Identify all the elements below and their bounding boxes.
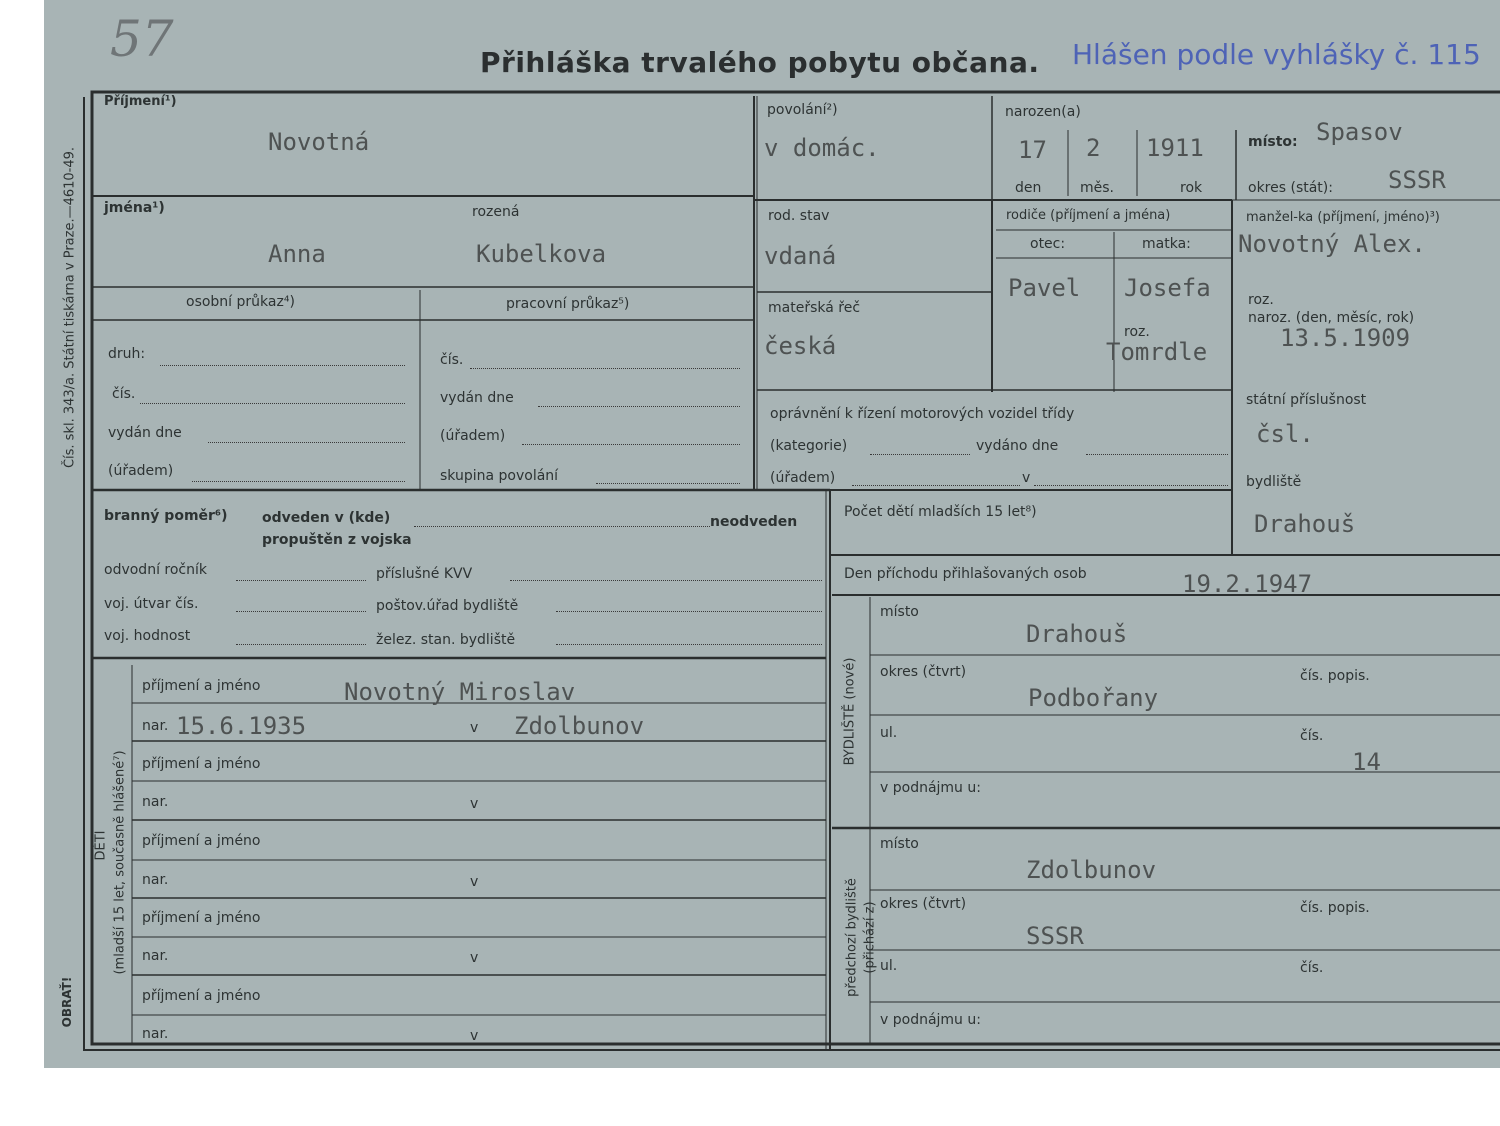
work-id-label: pracovní průkaz⁵) — [506, 296, 630, 312]
children-side-note: (mladší 15 let, současně hlášené⁷) — [112, 750, 128, 975]
new-place-value: Drahouš — [1026, 620, 1128, 648]
military-label: branný poměr⁶) — [104, 508, 228, 524]
dots — [192, 481, 405, 482]
new-street-label: ul. — [880, 725, 898, 741]
new-sublet-label: v podnájmu u: — [880, 780, 981, 796]
new-number-label: čís. — [1300, 728, 1324, 744]
driving-issued-label: vydáno dne — [976, 438, 1059, 454]
dots — [160, 365, 405, 366]
arrival-label: Den příchodu přihlašovaných osob — [844, 566, 1087, 582]
maiden-label: rozená — [472, 204, 520, 220]
month-label: měs. — [1080, 180, 1114, 196]
dots — [596, 483, 740, 484]
new-district-label: okres (čtvrt) — [880, 664, 967, 680]
child1-place-value: Zdolbunov — [514, 712, 645, 740]
pid-type-label: druh: — [108, 346, 146, 362]
registration-stamp: Hlášen podle vyhlášky č. 115 — [1072, 38, 1481, 71]
railway-station-label: želez. stan. bydliště — [376, 632, 516, 648]
child2-born-label: nar. — [142, 794, 169, 810]
child4-name-label: příjmení a jméno — [142, 910, 261, 926]
driving-office-label: (úřadem) — [770, 470, 836, 486]
pencil-note: 57 — [110, 10, 174, 68]
child5-born-label: nar. — [142, 1026, 169, 1042]
child2-v-label: v — [470, 796, 479, 812]
day-label: den — [1015, 180, 1042, 196]
pid-number-label: čís. — [112, 386, 136, 402]
pid-issued-label: vydán dne — [108, 425, 182, 441]
dots — [414, 526, 710, 527]
dots — [236, 644, 366, 645]
not-drafted-label: neodveden — [710, 514, 798, 530]
wid-issued-label: vydán dne — [440, 390, 514, 406]
names-label: jména¹) — [104, 200, 165, 216]
prev-place-label: místo — [880, 836, 919, 852]
dots — [208, 442, 405, 443]
citizenship-label: státní příslušnost — [1246, 392, 1367, 408]
mother-tongue-value: česká — [764, 332, 837, 360]
spouse-residence-value: Drahouš — [1254, 510, 1356, 538]
born-label: narozen(a) — [1005, 104, 1081, 120]
surname-label: Příjmení¹) — [104, 94, 177, 109]
mother-tongue-label: mateřská řeč — [768, 300, 861, 316]
spouse-residence-label: bydliště — [1246, 474, 1302, 490]
year-label: rok — [1180, 180, 1203, 196]
dots — [236, 611, 366, 612]
dots — [870, 454, 970, 455]
form-title: Přihláška trvalého pobytu občana. — [480, 46, 1040, 79]
dots — [470, 368, 740, 369]
birthplace-value: Spasov — [1316, 118, 1403, 146]
dots — [510, 580, 822, 581]
child1-v-label: v — [470, 720, 479, 736]
driving-v-label: v — [1022, 470, 1031, 486]
spouse-label: manžel-ka (příjmení, jméno)³) — [1246, 210, 1440, 225]
dots — [522, 444, 740, 445]
drafted-label: odveden v (kde) — [262, 510, 391, 526]
father-label: otec: — [1030, 236, 1066, 252]
driving-category-label: (kategorie) — [770, 438, 848, 454]
marital-value: vdaná — [764, 242, 837, 270]
spouse-born-label-1: roz. — [1248, 292, 1274, 308]
prev-street-label: ul. — [880, 958, 898, 974]
child3-v-label: v — [470, 874, 479, 890]
child1-name-value: Novotný Miroslav — [344, 678, 576, 706]
dots — [1086, 454, 1228, 455]
birth-district-value: SSSR — [1388, 166, 1446, 194]
new-district-value: Podbořany — [1028, 684, 1159, 712]
names-value: Anna — [268, 240, 326, 268]
birthplace-label: místo: — [1248, 134, 1298, 150]
driving-label: oprávnění k řízení motorových vozidel třídy — [770, 406, 1075, 422]
military-rank-label: voj. hodnost — [104, 628, 191, 644]
new-number-value: 14 — [1352, 748, 1381, 776]
dots — [538, 406, 740, 407]
occupation-label: povolání²) — [767, 102, 838, 118]
father-value: Pavel — [1008, 274, 1081, 302]
dots — [556, 644, 822, 645]
birth-day: 17 — [1018, 136, 1047, 164]
maiden-value: Kubelkova — [476, 240, 607, 268]
child4-born-label: nar. — [142, 948, 169, 964]
child3-name-label: příjmení a jméno — [142, 833, 261, 849]
dots — [1034, 485, 1228, 486]
mother-maiden-label: roz. — [1124, 324, 1150, 340]
occupation-value: v domác. — [764, 134, 880, 162]
new-house-number-label: čís. popis. — [1300, 668, 1370, 684]
child1-name-label: příjmení a jméno — [142, 678, 261, 694]
birth-year: 1911 — [1146, 134, 1204, 162]
child3-born-label: nar. — [142, 872, 169, 888]
prev-district-label: okres (čtvrt) — [880, 896, 967, 912]
pid-office-label: (úřadem) — [108, 463, 174, 479]
child5-name-label: příjmení a jméno — [142, 988, 261, 1004]
mother-maiden-value: Tomrdle — [1106, 338, 1208, 366]
children-count-label: Počet dětí mladších 15 let⁸) — [844, 504, 1037, 520]
obrat-note: OBRAŤ! — [60, 976, 74, 1028]
kvv-label: příslušné KVV — [376, 566, 473, 582]
arrival-date: 19.2.1947 — [1182, 570, 1313, 598]
printer-imprint: Čís. skl. 343/a. Státní tiskárna v Praze.—4610-49. — [62, 146, 78, 469]
child1-born-label: nar. — [142, 718, 169, 734]
mother-value: Josefa — [1124, 274, 1211, 302]
wid-office-label: (úřadem) — [440, 428, 506, 444]
child1-born-value: 15.6.1935 — [176, 712, 307, 740]
child2-name-label: příjmení a jméno — [142, 756, 261, 772]
wid-number-label: čís. — [440, 352, 464, 368]
child4-v-label: v — [470, 950, 479, 966]
prev-house-number-label: čís. popis. — [1300, 900, 1370, 916]
new-residence-side-label: BYDLIŠTĚ (nové) — [842, 657, 858, 766]
dots — [236, 580, 366, 581]
marital-label: rod. stav — [768, 208, 830, 224]
spouse-value: Novotný Alex. — [1238, 230, 1426, 258]
birth-district-label: okres (stát): — [1248, 180, 1333, 196]
prev-residence-side-note: (přichází z) — [862, 901, 878, 974]
citizenship-value: čsl. — [1256, 420, 1314, 448]
prev-residence-side-label: předchozí bydliště — [844, 878, 860, 997]
dots — [140, 403, 405, 404]
draft-year-label: odvodní ročník — [104, 562, 207, 578]
dots — [556, 611, 822, 612]
birth-month: 2 — [1086, 134, 1101, 162]
prev-number-label: čís. — [1300, 960, 1324, 976]
new-place-label: místo — [880, 604, 919, 620]
dots — [852, 485, 1020, 486]
military-unit-label: voj. útvar čís. — [104, 596, 199, 612]
children-side-label: DĚTI — [93, 830, 109, 861]
personal-id-label: osobní průkaz⁴) — [186, 294, 295, 310]
post-office-label: poštov.úřad bydliště — [376, 598, 519, 614]
prev-place-value: Zdolbunov — [1026, 856, 1157, 884]
spouse-born-value: 13.5.1909 — [1280, 324, 1411, 352]
prev-district-value: SSSR — [1026, 922, 1084, 950]
mother-label: matka: — [1142, 236, 1191, 252]
child5-v-label: v — [470, 1028, 479, 1044]
wid-group-label: skupina povolání — [440, 468, 559, 484]
prev-sublet-label: v podnájmu u: — [880, 1012, 981, 1028]
discharged-label: propuštěn z vojska — [262, 532, 412, 548]
surname-value: Novotná — [268, 128, 370, 156]
spouse-born-label-2: naroz. (den, měsíc, rok) — [1248, 310, 1415, 326]
parents-label: rodiče (příjmení a jména) — [1006, 208, 1171, 223]
